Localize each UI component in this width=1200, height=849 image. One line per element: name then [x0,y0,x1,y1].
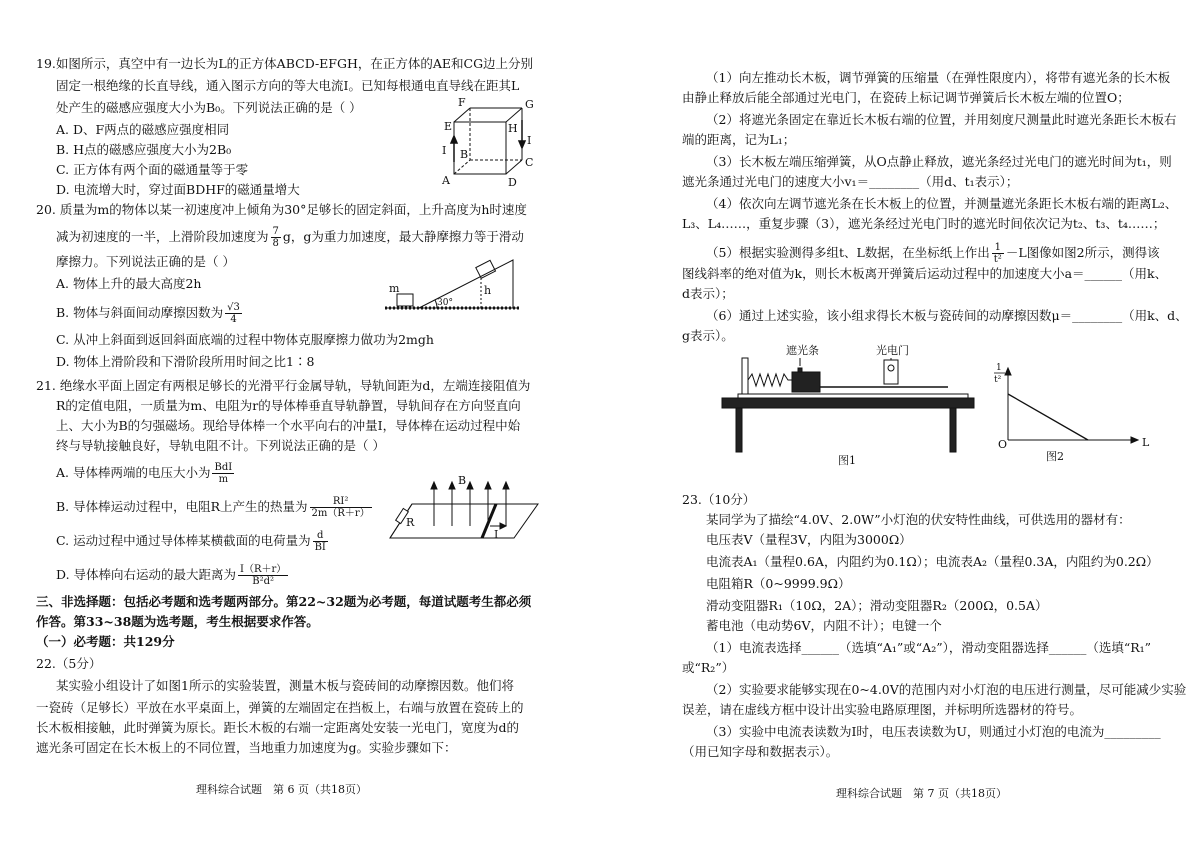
q23-line4: 电阻箱R（0~9999.9Ω） [706,576,851,591]
q20-line3: 摩擦力。下列说法正确的是（ ） [56,254,235,269]
figure2-caption: 图2 [1046,450,1064,463]
q21-a-fraction: $\frac{\text{BdI}}{m}$ [214,462,233,485]
label-shade-strip: 遮光条 [786,344,819,357]
step5-line1: （5）根据实验测得多组t、L数据，在坐标纸上作出 $\frac{1}{\text{t²}}$ －L图像如图2所示，测得该 [706,242,1160,265]
q20-option-a: A. 物体上升的最大高度2h [56,276,202,291]
q19-line1: 19.如图所示，真空中有一边长为L的正方体ABCD-EFGH，在正方体的AE和CG边上分别 [36,56,534,71]
label-I-right: I [527,134,532,147]
label-B-field: B [458,474,467,487]
label-C: C [525,156,534,169]
q23-part3-line1: （3）实验中电流表读数为I时，电压表读数为U，则通过小灯泡的电流为_________ [706,724,1161,739]
section3-subtitle: （一）必考题：共129分 [36,634,175,649]
q23-line5: 滑动变阻器R₁（10Ω，2A）；滑动变阻器R₂（200Ω，0.5A） [706,598,1048,613]
q23-part3-line2: （用已知字母和数据表示）。 [682,744,839,759]
q20-accel-fraction: $\frac{7}{8}$ [272,226,279,249]
long-board-block [792,372,820,392]
q21-line3: 上、大小为B的匀强磁场。现给导体棒一个水平向右的冲量I，导体棒在运动过程中始 [56,418,521,433]
q20-option-d: D. 物体上滑阶段和下滑阶段所用时间之比1∶8 [56,354,315,369]
label-H: H [508,122,518,135]
step5-line3: d表示）； [682,286,734,301]
block-on-slope [476,260,496,278]
table-leg-right [950,408,956,452]
label-m: m [389,282,400,295]
label-G: G [525,98,534,111]
q22-line1: 某实验小组设计了如图1所示的实验装置，测量木板与瓷砖间的动摩擦因数。他们将 [56,678,514,693]
q20-option-b: B. 物体与斜面间动摩擦因数为 $\frac{√3}{4}$ [56,302,240,325]
q21-option-b: B. 导体棒运动过程中，电阻R上产生的热量为 $\frac{\text{RI²}}{2m(R+r)}$ [56,496,370,519]
q22-line2: 一瓷砖（足够长）平放在水平桌面上，弹簧的左端固定在挡板上，右端与放置在瓷砖上的 [36,700,524,715]
block-bottom [397,294,413,306]
current-arrowhead-ae [451,136,457,143]
section3-line2: 作答。第33~38题为选考题，考生根据要求作答。 [36,614,319,629]
label-F: F [458,96,466,109]
footer-page6: 理科综合试题 第 6 页（共18页） [196,783,367,796]
origin-label: O [998,438,1008,451]
rails-figure [390,476,550,544]
q21-option-c: C. 运动过程中通过导体棒某横截面的电荷量为 $\frac{d}{BI}$ [56,530,326,553]
tile [738,394,968,398]
q23-line3: 电流表A₁（量程0.6A，内阻约为0.1Ω）；电流表A₂（量程0.3A，内阻约为0.2Ω） [706,554,1159,569]
right-page [600,0,1200,849]
incline-slope [419,260,513,308]
baffle [742,358,748,394]
step3-line2: 遮光条通过光电门的速度大小v₁＝________（用d、t₁表示）； [682,174,1019,189]
q19-option-d: D. 电流增大时，穿过面BDHF的磁通量增大 [56,182,300,197]
label-angle: 30° [437,298,453,308]
label-h: h [484,284,492,297]
shade-strip [798,368,802,372]
footer-page7: 理科综合试题 第 7 页（共18页） [836,787,1007,800]
q20-line2: 减为初速度的一半，上滑阶段加速度为 $\frac{7}{8}$ g，g为重力加速度，最大静摩擦力等于滑动 [56,226,524,249]
q19-line3: 处产生的磁感应强度大小为B₀。下列说法正确的是（ ） [56,100,362,115]
q23-line2: 电压表V（量程3V，内阻为3000Ω） [706,532,912,547]
step6-line1: （6）通过上述实验，该小组求得长木板与瓷砖间的动摩擦因数μ＝________（用k、d、 [706,308,1188,323]
q20-option-c: C. 从冲上斜面到返回斜面底端的过程中物体克服摩擦力做功为2mgh [56,332,434,347]
q21-line2: R的定值电阻，一质量为m、电阻为r的导体棒垂直导轨静置，导轨间存在方向竖直向 [56,398,521,413]
tabletop [722,398,974,408]
q22-line3: 长木板相接触，此时弹簧为原长。距长木板的右端一定距离处安装一光电门，宽度为d的 [36,720,520,735]
q23-line1: 某同学为了描绘“4.0V、2.0W”小灯泡的伏安特性曲线，可供选用的器材有： [706,512,1131,527]
q23-line6: 蓄电池（电动势6V，内阻不计）；电键一个 [706,618,942,633]
q23-head: 23.（10分） [682,492,756,507]
photo-gate [884,360,898,384]
label-B: B [460,148,469,161]
cube-figure [430,96,534,190]
y-label-den: t² [994,375,1002,385]
spring [748,374,792,386]
step3-line1: （3）长木板左端压缩弹簧，从O点静止释放，遮光条经过光电门的遮光时间为t₁，则 [706,154,1172,169]
q19-line2: 固定一根绝缘的长直导线，通入图示方向的等大电流I。已知每根通电直导线在距其L [56,78,520,93]
q23-part2-line2: 误差，请在虚线方框中设计出实验电路原理图，并标明所选器材的符号。 [682,702,1083,717]
q20-line1: 20. 质量为m的物体以某一初速度冲上倾角为30°足够长的固定斜面，上升高度为h时速度 [36,202,527,217]
figure2-graph [994,363,1150,463]
y-label-num: 1 [996,363,1002,373]
label-E: E [444,120,453,133]
q21-option-d: D. 导体棒向右运动的最大距离为 $\frac{I(R+r)}{\text{B²d²}}$ [56,564,287,587]
figure1-apparatus [716,340,986,470]
label-photo-gate: 光电门 [876,344,909,357]
figure1-caption: 图1 [838,454,856,467]
step4-line1: （4）依次向左调节遮光条在长木板上的位置，并测量遮光条距长木板右端的距离L₂、 [706,196,1178,211]
table-leg-left [736,408,742,452]
q21-d-fraction: $\frac{I(R+r)}{\text{B²d²}}$ [240,564,287,587]
step2-line1: （2）将遮光条固定在靠近长木板右端的位置，并用刻度尺测量此时遮光条距长木板右 [706,112,1177,127]
q21-b-fraction: $\frac{\text{RI²}}{2m(R+r)}$ [311,496,370,519]
graph-line [1008,394,1088,440]
step5-fraction: $\frac{1}{\text{t²}}$ [993,242,1002,265]
section3-line1: 三、非选择题：包括必考题和选考题两部分。第22~32题为必考题，每道试题考生都必须 [36,594,532,609]
label-I-impulse: I [494,528,499,541]
q19-option-b: B. H点的磁感应强度大小为2B₀ [56,142,232,157]
x-label: L [1142,436,1150,449]
step2-line2: 端的距离，记为L₁； [682,132,796,147]
step1-line1: （1）向左推动长木板，调节弹簧的压缩量（在弹性限度内），将带有遮光条的长木板 [706,70,1171,85]
current-arrowhead-cg [519,141,525,148]
q23-part1-line1: （1）电流表选择______（选填“A₁”或“A₂”），滑动变阻器选择______（选填“R₁” [706,640,1152,655]
step5-line2: 图线斜率的绝对值为k，则长木板离开弹簧后运动过程中的加速度大小a＝______（用k、 [682,266,1168,281]
incline-figure [385,252,525,314]
step1-line2: 由静止释放后能全部通过光电门，在瓷砖上标记调节弹簧后长木板左端的位置O； [682,90,1130,105]
q23-part1-line2: 或“R₂”） [682,660,735,675]
step4-line2: L₃、L₄……，重复步骤（3），遮光条经过光电门时的遮光时间依次记为t₂、t₃、t₄……； [682,216,1166,231]
q21-option-a: A. 导体棒两端的电压大小为 $\frac{\text{BdI}}{m}$ [56,462,233,485]
q19-option-a: A. D、F两点的磁感应强度相同 [56,122,230,137]
label-D: D [508,176,517,189]
label-A: A [442,174,450,187]
step6-line2: g表示）。 [682,328,734,343]
q23-part2-line1: （2）实验要求能够实现在0~4.0V的范围内对小灯泡的电压进行测量，尽可能减少实验 [706,682,1187,697]
q21-line1: 21. 绝缘水平面上固定有两根足够长的光滑平行金属导轨，导轨间距为d，左端连接阻值为 [36,378,531,393]
q19-option-c: C. 正方体有两个面的磁通量等于零 [56,162,249,177]
q22-line4: 遮光条可固定在长木板上的不同位置，当地重力加速度为g。实验步骤如下： [36,740,457,755]
label-R-resistor: R [406,516,415,529]
q21-c-fraction: $\frac{d}{BI}$ [314,530,326,553]
q22-head: 22.（5分） [36,656,102,671]
q20-mu-fraction: $\frac{√3}{4}$ [227,302,240,325]
q21-line4: 终与导轨接触良好，导轨电阻不计。下列说法正确的是（ ） [56,438,385,453]
label-I-left: I [442,144,447,157]
